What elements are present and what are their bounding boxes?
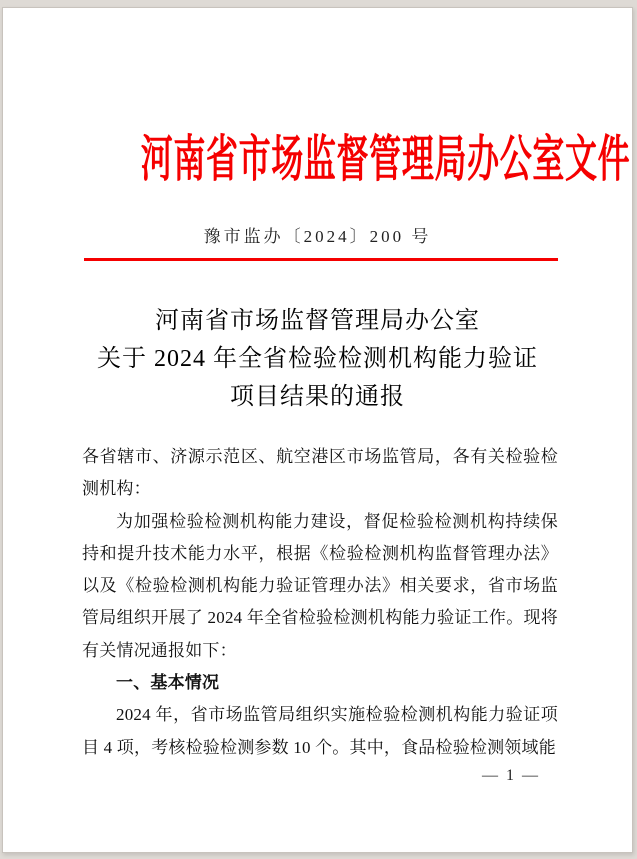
title-line-1: 河南省市场监督管理局办公室 (155, 308, 480, 334)
red-divider-line (84, 258, 558, 261)
document-page (2, 7, 633, 853)
salutation: 各省辖市、济源示范区、航空港区市场监管局，各有关检验检测机构： (82, 447, 558, 499)
title-line-3: 项目结果的通报 (230, 384, 405, 410)
section-heading-basic-situation: 一、基本情况 (116, 673, 220, 693)
document-body (82, 441, 558, 764)
red-letterhead (3, 126, 632, 192)
paragraph-basic-situation: 2024 年，省市场监管局组织实施检验检测机构能力验证项目 4 项，考核检验检测参数 10 个。其中，食品检验检测领域能 (82, 705, 558, 757)
page-number: — 1 — (482, 767, 540, 784)
paragraph-intro: 为加强检验检测机构能力建设，督促检验检测机构持续保持和提升技术能力水平，根据《检验检测机构监督管理办法》以及《检验检测机构能力验证管理办法》相关要求，省市场监管局组织开展了 2024 年全省检验检测机构能力验证工作。现将有关情况通报如下： (82, 511, 558, 660)
document-number: 豫市监办〔2024〕200 号 (203, 227, 432, 246)
title-line-2: 关于 2024 年全省检验检测机构能力验证 (97, 346, 538, 372)
letterhead-title: 河南省市场监督管理局办公室文件 (140, 131, 631, 187)
document-title (3, 302, 632, 416)
